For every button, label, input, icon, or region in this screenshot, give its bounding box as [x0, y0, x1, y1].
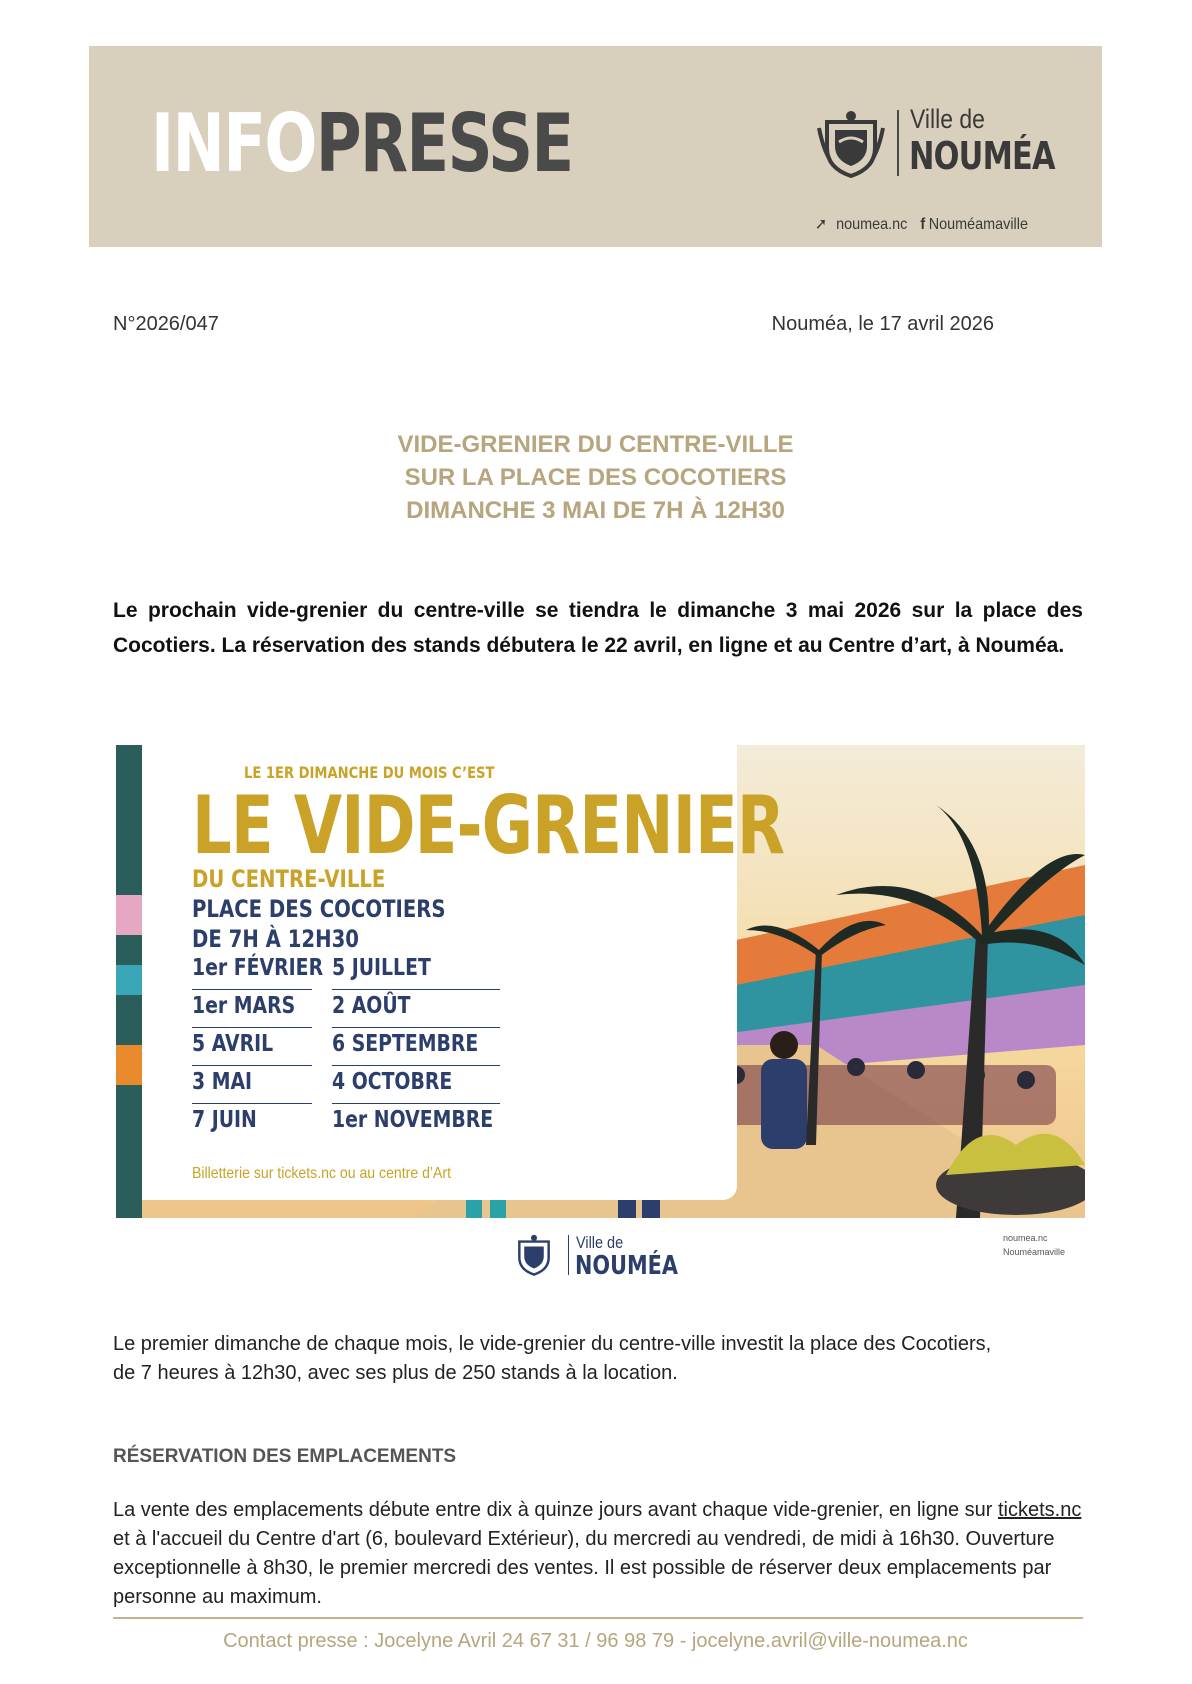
header-social — [815, 214, 1037, 234]
facebook-icon: f — [920, 216, 926, 233]
poster-facebook: Nouméamaville — [1003, 1247, 1066, 1257]
dates-row — [192, 1031, 482, 1069]
poster-hours: DE 7H À 12H30 — [192, 925, 359, 953]
logo-city-text: NOUMÉA — [909, 134, 1055, 178]
press-header — [89, 46, 1102, 247]
date-divider — [332, 1103, 500, 1104]
date-item: 6 SEPTEMBRE — [332, 1031, 479, 1057]
city-crest-icon — [815, 108, 887, 180]
press-date: Nouméa, le 17 avril 2026 — [771, 313, 994, 335]
logo-city-text: NOUMÉA — [575, 1251, 678, 1281]
site-link[interactable]: noumea.nc — [836, 216, 908, 233]
footer-divider — [113, 1617, 1083, 1619]
date-item: 7 JUIN — [192, 1107, 257, 1133]
body-paragraph: Le premier dimanche de chaque mois, le vide-grenier du centre-ville investit la place des Cocotiers, de 7 heures à 12h30, avec ses plus de 250 stands à la location. — [113, 1333, 992, 1384]
logo-divider — [897, 110, 899, 176]
info-presse-wordmark: INFOPRESSE — [151, 97, 573, 190]
poster-ticketing: Billetterie sur tickets.nc ou au centre d’Art — [192, 1165, 452, 1182]
date-divider — [332, 1027, 500, 1028]
poster-dates — [192, 955, 494, 1145]
poster-noumea-logo — [512, 1233, 692, 1281]
poster-text-panel — [142, 745, 785, 1200]
poster-social — [1003, 1231, 1065, 1259]
date-item: 1er FÉVRIER — [192, 955, 324, 981]
event-poster — [116, 745, 1085, 1218]
press-title — [89, 428, 1102, 527]
date-divider — [192, 1065, 312, 1066]
date-item: 2 AOÛT — [332, 993, 411, 1019]
date-divider — [332, 989, 500, 990]
poster-subtitle: DU CENTRE-VILLE — [192, 865, 386, 893]
poster-tagline: LE 1ER DIMANCHE DU MOIS C’EST — [244, 763, 495, 782]
title-line: VIDE-GRENIER DU CENTRE-VILLE — [397, 431, 794, 458]
poster-headline: LE VIDE-GRENIER — [192, 779, 785, 872]
press-reference: N°2026/047 — [113, 313, 219, 335]
date-divider — [332, 1065, 500, 1066]
poster-location: PLACE DES COCOTIERS — [192, 895, 446, 923]
dates-row — [192, 955, 482, 993]
lead-paragraph: Le prochain vide-grenier du centre-ville se tiendra le dimanche 3 mai 2026 sur la place des Cocotiers. La réservation des stands débutera le 22 avril, en ligne et au Centre d’art, à Nouméa. — [113, 599, 1083, 657]
noumea-logo — [815, 104, 1055, 233]
date-divider — [192, 989, 312, 990]
date-item: 1er NOVEMBRE — [332, 1107, 494, 1133]
facebook-link[interactable]: Nouméamaville — [928, 216, 1028, 233]
dates-row — [192, 1069, 482, 1107]
date-item: 3 MAI — [192, 1069, 253, 1095]
web-icon: ➚ — [815, 216, 828, 233]
date-divider — [192, 1103, 312, 1104]
date-item: 5 AVRIL — [192, 1031, 274, 1057]
date-item: 5 JUILLET — [332, 955, 431, 981]
title-line: DIMANCHE 3 MAI DE 7H À 12H30 — [406, 497, 785, 524]
dates-row — [192, 1107, 494, 1145]
poster-site: noumea.nc — [1003, 1233, 1048, 1243]
tickets-link[interactable]: tickets.nc — [998, 1499, 1082, 1521]
logo-ville-text: Ville de — [576, 1233, 624, 1252]
title-line: SUR LA PLACE DES COCOTIERS — [404, 464, 787, 491]
date-divider — [192, 1027, 312, 1028]
dates-row — [192, 993, 482, 1031]
reservation-paragraph: La vente des emplacements débute entre dix à quinze jours avant chaque vide-grenier, en ligne sur tickets.nc et à l'accueil du Centre d'art (6, boulevard Extérieur), du mercredi au vendredi, de midi à 16h30. Ouverture exceptionnelle à 8h30, le premier mercredi des ventes. Il est possible de réserver deux emplacements par personne au maximum. — [113, 1499, 1082, 1608]
city-crest-icon — [512, 1233, 556, 1277]
press-contact: Contact presse : Jocelyne Avril 24 67 31 / 96 98 79 - jocelyne.avril@ville-noumea.nc — [223, 1630, 968, 1652]
date-item: 4 OCTOBRE — [332, 1069, 453, 1095]
logo-ville-text: Ville de — [910, 104, 985, 134]
section-heading: RÉSERVATION DES EMPLACEMENTS — [113, 1446, 457, 1467]
date-item: 1er MARS — [192, 993, 296, 1019]
logo-divider — [568, 1235, 569, 1275]
